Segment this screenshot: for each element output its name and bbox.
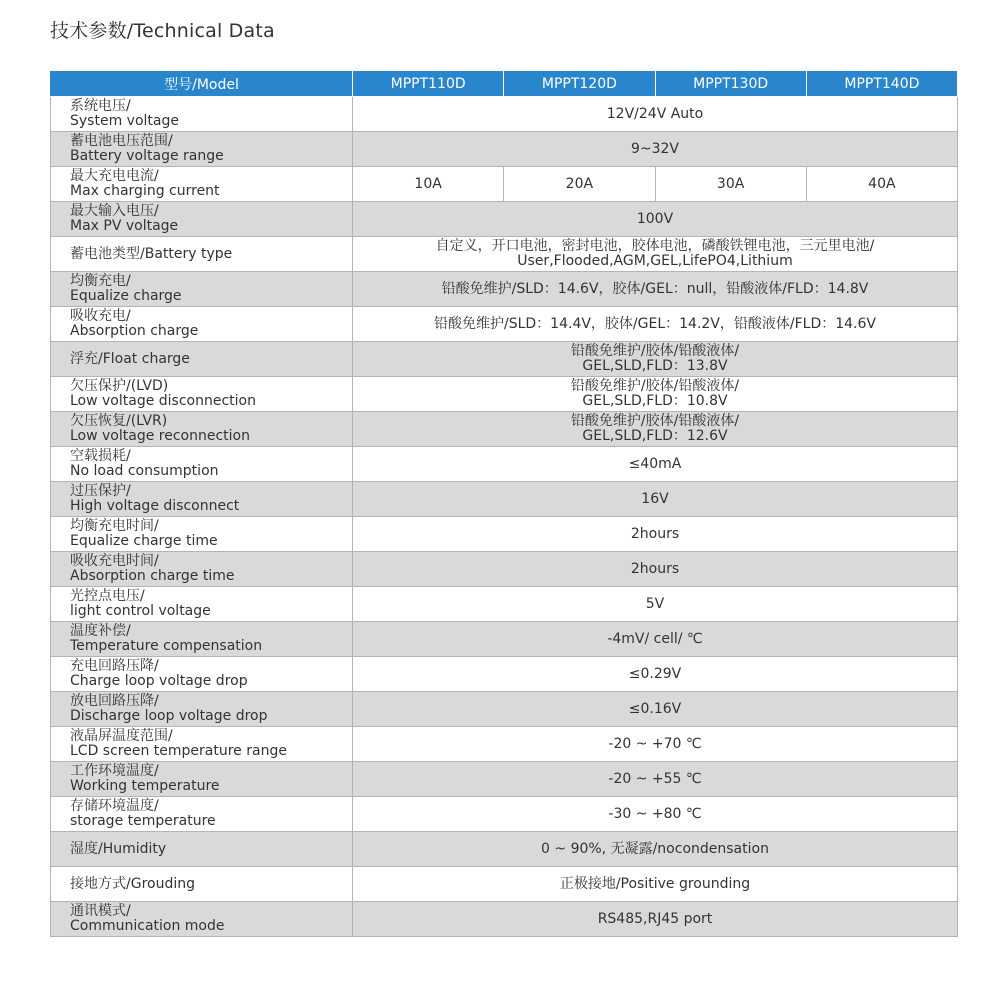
row-label-line: Max charging current: [70, 183, 220, 199]
row-value-cell: [353, 797, 958, 832]
row-label-line: 温度补偿/: [70, 623, 131, 639]
row-label-line: Discharge loop voltage drop: [70, 708, 268, 724]
row-label-line: Working temperature: [70, 778, 220, 794]
table-row: [51, 692, 958, 727]
row-label-line: 充电回路压降/: [70, 658, 159, 674]
row-value-cell: [353, 97, 958, 132]
row-label: [51, 867, 353, 902]
row-value-cell: [353, 202, 958, 237]
row-label: [51, 482, 353, 517]
row-label-line: 通讯模式/: [70, 903, 131, 919]
model-header-mppt120d: MPPT120D: [504, 71, 655, 97]
table-row: [51, 762, 958, 797]
row-value-text: 20A: [565, 175, 594, 192]
row-label: [51, 377, 353, 412]
row-label: [51, 447, 353, 482]
table-row: [51, 587, 958, 622]
row-label-line: 最大充电电流/: [70, 168, 159, 184]
row-value-cell: [353, 867, 958, 902]
row-label: [51, 97, 353, 132]
row-label: [51, 622, 353, 657]
table-row: [51, 902, 958, 937]
row-label-line: 湿度/Humidity: [70, 840, 167, 857]
row-label-line: 存储环境温度/: [70, 798, 159, 814]
row-label-line: 吸收充电/: [70, 308, 131, 324]
model-header-mppt110d: MPPT110D: [353, 71, 504, 97]
row-label-line: 空载损耗/: [70, 448, 131, 464]
row-value-text: 2hours: [630, 560, 680, 577]
row-value-text: 0 ~ 90%, 无凝露/nocondensation: [541, 840, 769, 857]
row-label-line: 放电回路压降/: [70, 693, 159, 709]
row-label: [51, 237, 353, 272]
row-value-cell: [353, 832, 958, 867]
row-label: [51, 167, 353, 202]
row-label-line: 蓄电池类型/Battery type: [70, 245, 233, 262]
table-row: [51, 797, 958, 832]
row-label-line: Temperature compensation: [70, 638, 263, 654]
row-value-cell: [353, 237, 958, 272]
row-label-line: 浮充/Float charge: [70, 350, 190, 367]
row-value-text: RS485,RJ45 port: [597, 910, 713, 927]
row-value-text: 12V/24V Auto: [606, 105, 704, 122]
row-value-text: 10A: [414, 175, 442, 192]
row-label-line: light control voltage: [70, 603, 211, 619]
row-value-cell: [353, 517, 958, 552]
row-value-cell: [353, 762, 958, 797]
table-row: [51, 832, 958, 867]
row-value-cell: [353, 902, 958, 937]
row-label-line: 蓄电池电压范围/: [70, 133, 173, 149]
row-value-text: User,Flooded,AGM,GEL,LifePO4,Lithium: [517, 253, 793, 269]
row-value-text: 铅酸免维护/SLD：14.6V，胶体/GEL：null，铅酸液体/FLD：14.8V: [441, 280, 869, 297]
row-value-text: 16V: [641, 490, 669, 507]
row-label: [51, 412, 353, 447]
row-value-text: 铅酸免维护/胶体/铅酸液体/: [570, 413, 740, 429]
table-row: [51, 622, 958, 657]
row-value-cell: [353, 727, 958, 762]
row-label-line: Low voltage reconnection: [70, 428, 250, 444]
row-value-cell: [353, 692, 958, 727]
row-value-text: ≤40mA: [628, 455, 682, 472]
row-value-cell: [353, 447, 958, 482]
table-row: [51, 412, 958, 447]
table-row: [51, 517, 958, 552]
row-label: [51, 902, 353, 937]
row-value-cell: [806, 167, 957, 202]
row-value-cell: [504, 167, 655, 202]
row-label-line: 系统电压/: [70, 98, 131, 114]
row-value-text: -30 ~ +80 ℃: [608, 805, 702, 822]
row-value-cell: [353, 377, 958, 412]
row-value-cell: [353, 657, 958, 692]
row-value-text: ≤0.16V: [628, 700, 682, 717]
row-label-line: Max PV voltage: [70, 218, 179, 234]
row-value-text: GEL,SLD,FLD：10.8V: [582, 393, 728, 409]
row-label: [51, 132, 353, 167]
row-label-line: Low voltage disconnection: [70, 393, 256, 409]
row-value-text: 30A: [716, 175, 745, 192]
table-row: [51, 482, 958, 517]
row-label-line: 工作环境温度/: [70, 763, 159, 779]
table-row: [51, 867, 958, 902]
model-column-header: 型号/Model: [51, 71, 353, 97]
row-value-cell: [353, 552, 958, 587]
table-row: [51, 167, 958, 202]
table-header-row: [51, 71, 958, 97]
table-row: [51, 272, 958, 307]
row-label-line: Charge loop voltage drop: [70, 673, 248, 689]
row-value-cell: [353, 132, 958, 167]
table-row: [51, 97, 958, 132]
row-value-text: 铅酸免维护/胶体/铅酸液体/: [570, 343, 740, 359]
row-value-cell: [353, 587, 958, 622]
row-value-text: -20 ~ +55 ℃: [608, 770, 702, 787]
row-label-line: 最大输入电压/: [70, 203, 159, 219]
row-label-line: 液晶屏温度范围/: [70, 728, 173, 744]
row-value-text: 正极接地/Positive grounding: [559, 875, 751, 892]
row-label-line: 均衡充电时间/: [70, 518, 159, 534]
row-value-cell: [353, 342, 958, 377]
row-value-cell: [655, 167, 806, 202]
row-label: [51, 307, 353, 342]
row-label-line: Communication mode: [70, 918, 225, 934]
row-label-line: Absorption charge: [70, 323, 199, 339]
row-label-line: Absorption charge time: [70, 568, 235, 584]
row-value-text: -20 ~ +70 ℃: [608, 735, 702, 752]
row-label-line: No load consumption: [70, 463, 219, 479]
row-label-line: System voltage: [70, 113, 179, 129]
row-label-line: 欠压保护/(LVD): [70, 378, 169, 394]
row-label-line: 接地方式/Grouding: [70, 875, 195, 892]
table-row: [51, 552, 958, 587]
row-label: [51, 692, 353, 727]
table-row: [51, 342, 958, 377]
row-value-text: 2hours: [630, 525, 680, 542]
row-value-cell: [353, 272, 958, 307]
row-label-line: 光控点电压/: [70, 588, 145, 604]
row-label: [51, 797, 353, 832]
page-title: 技术参数/Technical Data: [50, 20, 275, 42]
row-value-text: ≤0.29V: [628, 665, 682, 682]
model-header-mppt130d: MPPT130D: [655, 71, 806, 97]
row-label-line: 均衡充电/: [70, 273, 131, 289]
row-label: [51, 552, 353, 587]
row-value-cell: [353, 167, 504, 202]
row-label-line: LCD screen temperature range: [70, 743, 287, 759]
row-value-text: 40A: [868, 175, 896, 192]
row-label: [51, 657, 353, 692]
row-label: [51, 202, 353, 237]
row-value-text: -4mV/ cell/ ℃: [607, 630, 703, 647]
row-value-text: 9~32V: [630, 140, 680, 157]
row-value-cell: [353, 482, 958, 517]
row-label-line: 欠压恢复/(LVR): [70, 413, 168, 429]
model-header-mppt140d: MPPT140D: [806, 71, 957, 97]
row-label: [51, 727, 353, 762]
table-row: [51, 132, 958, 167]
row-value-text: GEL,SLD,FLD：13.8V: [582, 358, 728, 374]
table-row: [51, 657, 958, 692]
row-value-cell: [353, 307, 958, 342]
row-label: [51, 342, 353, 377]
row-label-line: 吸收充电时间/: [70, 553, 159, 569]
row-label-line: Battery voltage range: [70, 148, 224, 164]
row-label: [51, 762, 353, 797]
table-body: [51, 97, 958, 937]
technical-data-table: [50, 70, 958, 937]
row-label-line: High voltage disconnect: [70, 498, 240, 514]
table-row: [51, 202, 958, 237]
row-value-text: 5V: [645, 595, 665, 612]
row-label-line: 过压保护/: [70, 483, 131, 499]
row-value-text: 自定义，开口电池，密封电池，胶体电池，磷酸铁锂电池，三元里电池/: [435, 238, 875, 254]
row-value-text: 铅酸免维护/SLD：14.4V，胶体/GEL：14.2V，铅酸液体/FLD：14.6V: [434, 315, 876, 332]
table-row: [51, 377, 958, 412]
table-row: [51, 237, 958, 272]
table-row: [51, 447, 958, 482]
row-value-text: GEL,SLD,FLD：12.6V: [582, 428, 728, 444]
row-label: [51, 272, 353, 307]
row-value-text: 铅酸免维护/胶体/铅酸液体/: [570, 378, 740, 394]
row-label-line: Equalize charge time: [70, 533, 218, 549]
row-value-cell: [353, 412, 958, 447]
row-label: [51, 832, 353, 867]
row-label-line: Equalize charge: [70, 288, 182, 304]
row-value-cell: [353, 622, 958, 657]
row-value-text: 100V: [636, 210, 674, 227]
row-label: [51, 517, 353, 552]
table-row: [51, 307, 958, 342]
row-label: [51, 587, 353, 622]
table-row: [51, 727, 958, 762]
row-label-line: storage temperature: [70, 813, 216, 829]
